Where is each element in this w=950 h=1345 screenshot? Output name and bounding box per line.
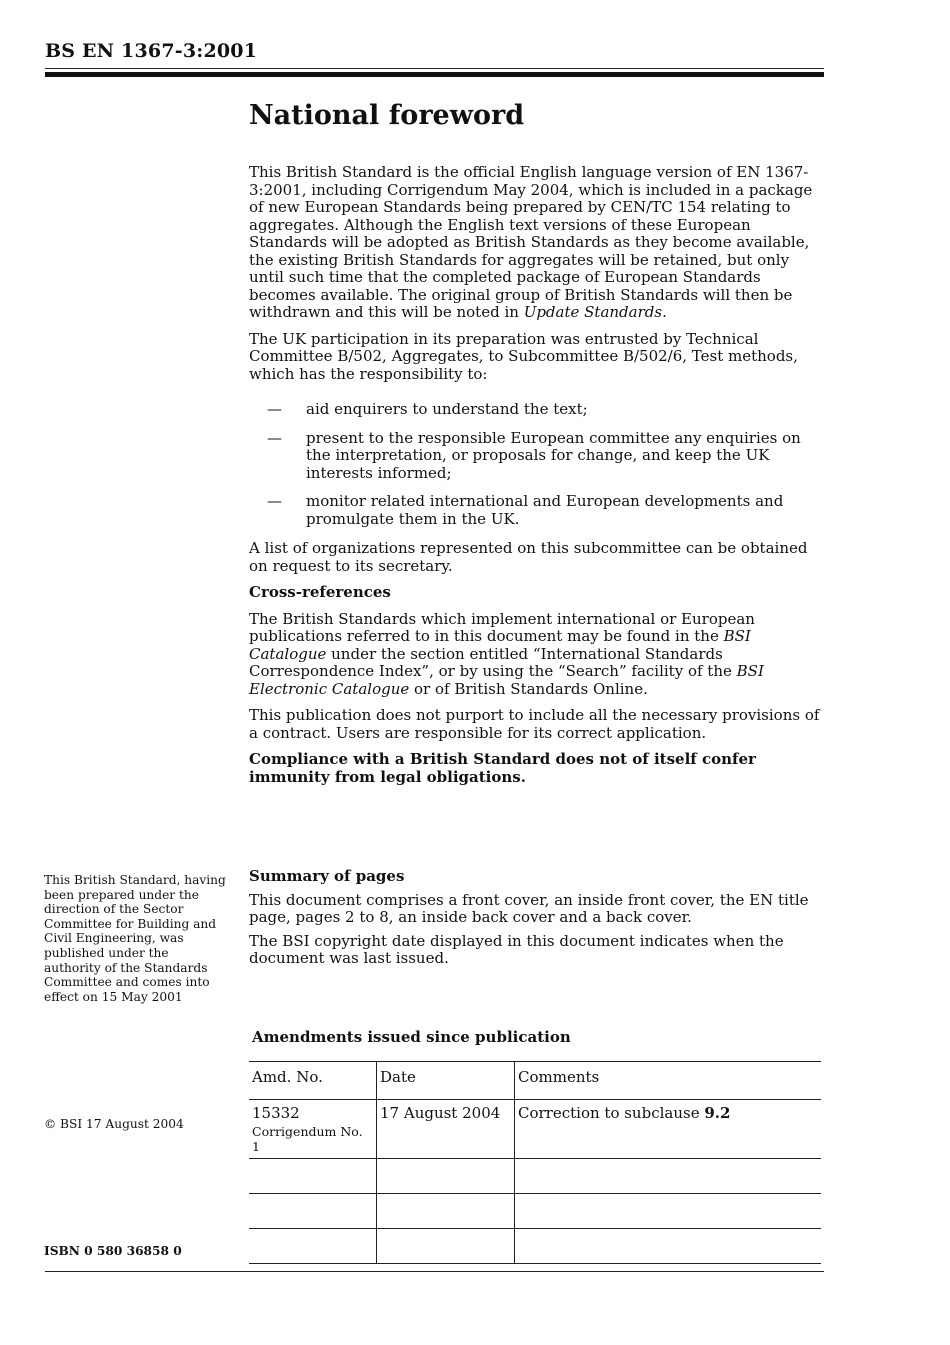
list-item: — aid enquirers to understand the text;	[267, 400, 588, 418]
dash-bullet: —	[267, 492, 282, 510]
column-header-amd-no: Amd. No.	[249, 1062, 377, 1100]
empty-cell	[515, 1159, 822, 1194]
publication-note: This British Standard, having been prepared under the direction of the Sector Committee for Building and Civil Engineering, was published under the authority of the Standards Committee and comes into effect on 15 May 2001	[44, 873, 226, 1004]
isbn: ISBN 0 580 36858 0	[44, 1244, 182, 1258]
foreword-body	[249, 164, 824, 795]
date-cell: 17 August 2004	[377, 1100, 515, 1159]
summary-paragraph-2: The BSI copyright date displayed in this document indicates when the document was last issued.	[249, 931, 784, 967]
dash-bullet: —	[267, 400, 282, 418]
responsibility-list	[249, 401, 824, 528]
subclause-ref: 9.2	[704, 1104, 731, 1122]
empty-cell	[515, 1229, 822, 1264]
corrigendum-label: Corrigendum No. 1	[252, 1124, 363, 1154]
table-row	[249, 1100, 821, 1159]
column-header-date: Date	[377, 1062, 515, 1100]
amendments-table	[249, 1061, 821, 1264]
cross-references-heading: Cross-references	[249, 583, 391, 601]
empty-cell	[377, 1159, 515, 1194]
footer-rule	[45, 1271, 824, 1272]
header-rule-thick	[45, 72, 824, 77]
cross-references-paragraph-1: The British Standards which implement international or European publications referred to in this document may be found in the BSI Catalogue under the section entitled “International Standards Correspondence Index”, or by using the “Search” facility of the BSI Electronic Catalogue or of British Standards Online.	[249, 609, 764, 698]
table-row	[249, 1229, 821, 1264]
comment-cell: Correction to subclause 9.2	[515, 1100, 822, 1159]
summary-paragraph-1: This document comprises a front cover, an inside front cover, the EN title page, pages 2 to 8, an inside back cover and a back cover.	[249, 890, 809, 926]
amd-no-cell: 15332 Corrigendum No. 1	[249, 1100, 377, 1159]
list-item: — present to the responsible European committee any enquiries on the interpretation, or proposals for change, and keep the UK interests informed;	[267, 428, 801, 482]
foreword-paragraph-1: This British Standard is the official English language version of EN 1367-3:2001, including Corrigendum May 2004, which is included in a package of new European Standards being prepared by CEN/TC 154 relating to aggregates. Although the English text versions of these European Standards will be adopted as British Standards as they become available, the existing British Standards for aggregates will be retained, but only until such time that the completed package of European Standards becomes available. The original group of British Standards will then be withdrawn and this will be noted in Update Standards.	[249, 163, 813, 321]
foreword-paragraph-2: The UK participation in its preparation was entrusted by Technical Committee B/502, Aggregates, to Subcommittee B/502/6, Test methods, which has the responsibility to:	[249, 329, 798, 383]
copyright-notice: © BSI 17 August 2004	[44, 1117, 184, 1131]
empty-cell	[377, 1229, 515, 1264]
foreword-paragraph-3: A list of organizations represented on this subcommittee can be obtained on request to its secretary.	[249, 539, 808, 575]
empty-cell	[249, 1229, 377, 1264]
empty-cell	[249, 1194, 377, 1229]
page-title: National foreword	[249, 100, 525, 131]
column-header-comments: Comments	[515, 1062, 822, 1100]
update-standards-title: Update Standards	[523, 303, 663, 321]
table-row	[249, 1159, 821, 1194]
bsi-catalogue-title: BSI Catalogue	[249, 627, 751, 663]
dash-bullet: —	[267, 428, 282, 447]
header-rule-thin	[45, 68, 824, 69]
list-item: — monitor related international and European developments and promulgate them in the UK.	[267, 492, 784, 528]
summary-heading: Summary of pages	[249, 867, 405, 885]
compliance-statement: Compliance with a British Standard does not of itself confer immunity from legal obligations.	[249, 750, 756, 786]
document-id: BS EN 1367-3:2001	[45, 40, 258, 62]
cross-references-paragraph-2: This publication does not purport to include all the necessary provisions of a contract. Users are responsible for its correct application.	[249, 706, 820, 742]
empty-cell	[515, 1194, 822, 1229]
summary-section	[249, 868, 824, 974]
table-row	[249, 1194, 821, 1229]
table-header-row	[249, 1062, 821, 1100]
empty-cell	[377, 1194, 515, 1229]
amendments-heading: Amendments issued since publication	[252, 1028, 571, 1046]
empty-cell	[249, 1159, 377, 1194]
bsi-electronic-catalogue-title: BSI Electronic Catalogue	[249, 662, 764, 698]
